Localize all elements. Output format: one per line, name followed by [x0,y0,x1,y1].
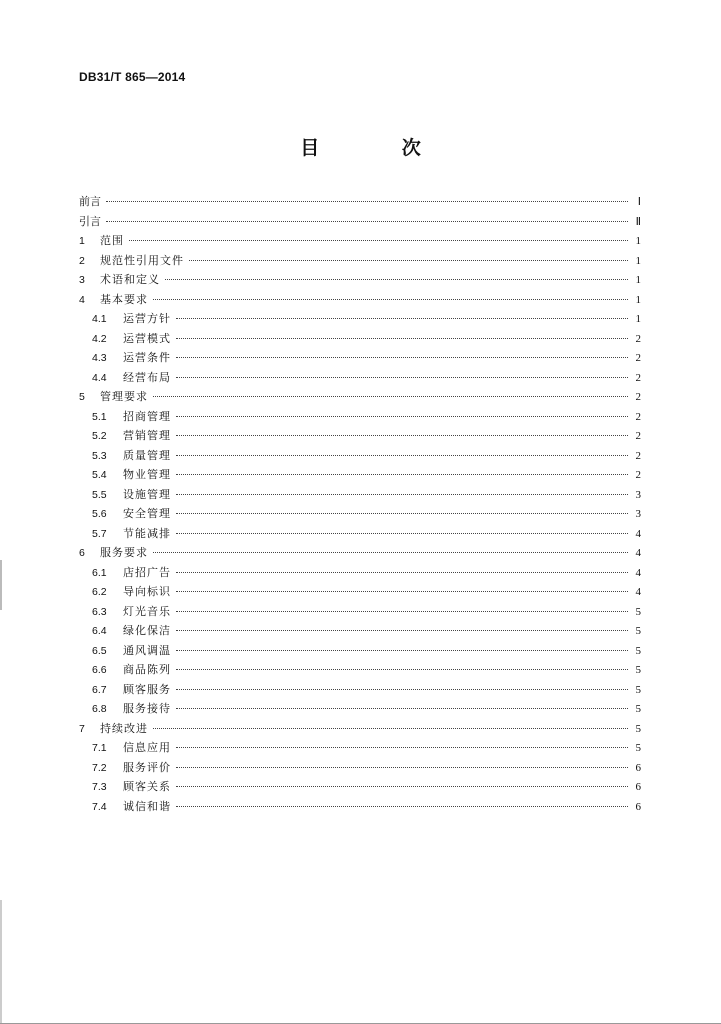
toc-dot-leader [176,611,628,612]
toc-entry-label: 服务要求 [100,546,148,559]
toc-entry[interactable] [79,426,641,446]
toc-entry-number: 6 [79,547,85,559]
toc-entry-number: 4.1 [92,313,107,325]
toc-entry-number: 6.8 [92,703,107,715]
toc-entry[interactable] [79,797,641,817]
toc-entry-number: 6.7 [92,683,107,696]
toc-dot-leader [176,767,628,768]
toc-entry[interactable] [79,270,641,290]
toc-entry-page-number: 5 [635,703,641,715]
toc-entry[interactable] [79,212,641,232]
toc-dot-leader [153,396,628,397]
toc-entry[interactable] [79,602,641,622]
toc-entry[interactable] [79,446,641,466]
toc-dot-leader [176,474,628,475]
toc-entry-page-number: 2 [635,371,641,384]
toc-entry-number: 5.5 [92,488,107,501]
toc-entry-page-number: 4 [635,566,641,579]
toc-entry-label: 基本要求 [100,292,148,306]
toc-entry-number: 5.2 [92,430,107,442]
table-of-contents [79,192,641,816]
toc-dot-leader [176,377,628,378]
toc-entry[interactable] [79,309,641,329]
toc-entry-page-number: 5 [635,722,641,735]
toc-dot-leader [165,279,628,280]
toc-entry-page-number: 1 [635,293,641,306]
toc-entry-label: 导向标识 [123,585,171,598]
toc-entry-number: 6.4 [92,625,107,637]
toc-entry[interactable] [79,582,641,602]
toc-entry[interactable] [79,192,641,212]
toc-entry-label: 前言 [79,195,101,208]
toc-dot-leader [129,240,628,241]
toc-entry-label: 物业管理 [123,468,171,481]
toc-entry[interactable] [79,348,641,368]
toc-entry[interactable] [79,231,641,251]
toc-entry[interactable] [79,543,641,563]
toc-entry-label: 节能减排 [123,526,171,540]
toc-entry-page-number: 5 [635,605,641,618]
toc-entry[interactable] [79,719,641,739]
toc-entry-number: 6.3 [92,605,107,618]
toc-entry[interactable] [79,621,641,641]
toc-entry-label: 绿化保洁 [123,624,171,637]
toc-dot-leader [153,552,628,553]
toc-entry[interactable] [79,680,641,700]
toc-entry[interactable] [79,641,641,661]
toc-entry-label: 商品陈列 [123,663,171,676]
toc-entry-page-number: 6 [635,761,641,774]
toc-entry-label: 管理要求 [100,390,148,403]
toc-dot-leader [176,650,628,651]
toc-entry-page-number: 2 [635,352,641,364]
toc-entry-number: 7.4 [92,800,107,813]
toc-entry[interactable] [79,524,641,544]
toc-dot-leader [176,669,628,670]
toc-entry-label: 服务接待 [123,702,171,715]
toc-entry-label: 招商管理 [123,409,171,423]
toc-entry-label: 信息应用 [123,741,171,754]
toc-entry-label: 术语和定义 [100,273,160,286]
toc-dot-leader [176,513,628,514]
toc-dot-leader [176,357,628,358]
toc-entry-number: 2 [79,254,85,267]
toc-entry-page-number: 4 [635,527,641,540]
toc-entry-label: 运营条件 [123,351,171,364]
toc-entry-page-number: 5 [635,742,641,754]
toc-dot-leader [176,416,628,417]
toc-entry-page-number: 4 [635,547,641,559]
toc-entry[interactable] [79,504,641,524]
toc-entry-label: 引言 [79,214,101,228]
toc-title: 目 次 [300,137,459,159]
toc-entry-page-number: 2 [635,449,641,462]
toc-entry-page-number: Ⅱ [635,215,641,228]
toc-entry-number: 7.3 [92,781,107,793]
toc-entry-page-number: 1 [635,235,641,247]
toc-entry[interactable] [79,290,641,310]
toc-entry-number: 5 [79,391,85,403]
toc-dot-leader [176,747,628,748]
toc-entry[interactable] [79,563,641,583]
toc-entry[interactable] [79,465,641,485]
toc-dot-leader [176,435,628,436]
toc-entry-label: 持续改进 [100,721,148,735]
toc-entry-label: 顾客服务 [123,682,171,696]
toc-entry-number: 7 [79,722,85,735]
toc-entry-number: 6.6 [92,664,107,676]
toc-entry[interactable] [79,329,641,349]
toc-entry[interactable] [79,387,641,407]
toc-dot-leader [176,689,628,690]
toc-entry[interactable] [79,660,641,680]
toc-entry-number: 5.4 [92,469,107,481]
toc-entry-label: 规范性引用文件 [100,253,184,267]
toc-entry-label: 运营方针 [123,312,171,325]
toc-dot-leader [176,455,628,456]
toc-entry-page-number: 2 [635,469,641,481]
toc-entry-label: 设施管理 [123,487,171,501]
toc-dot-leader [176,591,628,592]
toc-entry-page-number: 6 [635,800,641,813]
toc-entry-number: 6.2 [92,586,107,598]
toc-dot-leader [176,318,628,319]
toc-entry-number: 4.3 [92,352,107,364]
toc-entry-label: 运营模式 [123,331,171,345]
toc-entry[interactable] [79,251,641,271]
toc-entry[interactable] [79,407,641,427]
toc-entry[interactable] [79,758,641,778]
toc-dot-leader [176,806,628,807]
toc-entry-page-number: 2 [635,410,641,423]
toc-entry-page-number: 3 [635,508,641,520]
toc-dot-leader [176,786,628,787]
toc-entry-number: 6.1 [92,566,107,579]
toc-entry-label: 营销管理 [123,429,171,442]
toc-entry-page-number: 2 [635,430,641,442]
toc-entry-number: 1 [79,235,85,247]
toc-entry[interactable] [79,777,641,797]
toc-entry-number: 3 [79,274,85,286]
toc-dot-leader [153,299,628,300]
toc-entry-page-number: 3 [635,488,641,501]
document-code: DB31/T 865—2014 [79,70,186,84]
toc-entry-number: 5.7 [92,527,107,540]
toc-dot-leader [189,260,628,261]
toc-entry-label: 通风调温 [123,643,171,657]
toc-dot-leader [106,221,628,222]
toc-entry-label: 质量管理 [123,448,171,462]
toc-entry-page-number: 1 [635,313,641,325]
toc-dot-leader [176,572,628,573]
toc-entry-page-number: 5 [635,644,641,657]
toc-entry[interactable] [79,485,641,505]
toc-entry-page-number: 5 [635,625,641,637]
toc-dot-leader [106,201,628,202]
toc-dot-leader [176,494,628,495]
toc-entry-number: 6.5 [92,644,107,657]
toc-entry-label: 顾客关系 [123,780,171,793]
toc-entry-page-number: 2 [635,391,641,403]
toc-entry-number: 5.6 [92,508,107,520]
toc-entry-number: 4.2 [92,332,107,345]
toc-entry-label: 灯光音乐 [123,604,171,618]
toc-entry-page-number: 4 [635,586,641,598]
toc-entry-page-number: 5 [635,664,641,676]
toc-entry-number: 5.1 [92,410,107,423]
toc-entry[interactable] [79,738,641,758]
toc-entry-number: 7.2 [92,761,107,774]
toc-entry-page-number: 1 [635,274,641,286]
toc-entry-page-number: 6 [635,781,641,793]
toc-dot-leader [176,533,628,534]
toc-entry-label: 范围 [100,234,124,247]
toc-dot-leader [176,708,628,709]
toc-entry-label: 经营布局 [123,370,171,384]
toc-dot-leader [176,630,628,631]
toc-entry[interactable] [79,699,641,719]
toc-entry-number: 7.1 [92,742,107,754]
toc-entry-number: 4 [79,293,85,306]
toc-entry-label: 安全管理 [123,507,171,520]
toc-entry-number: 4.4 [92,371,107,384]
toc-entry-page-number: Ⅰ [637,196,641,208]
toc-entry-page-number: 1 [635,254,641,267]
toc-entry-label: 诚信和谐 [123,799,171,813]
toc-entry-label: 店招广告 [123,565,171,579]
toc-dot-leader [176,338,628,339]
toc-entry-page-number: 2 [635,332,641,345]
toc-entry-number: 5.3 [92,449,107,462]
toc-entry-page-number: 5 [635,683,641,696]
toc-dot-leader [153,728,628,729]
toc-entry[interactable] [79,368,641,388]
toc-entry-label: 服务评价 [123,760,171,774]
